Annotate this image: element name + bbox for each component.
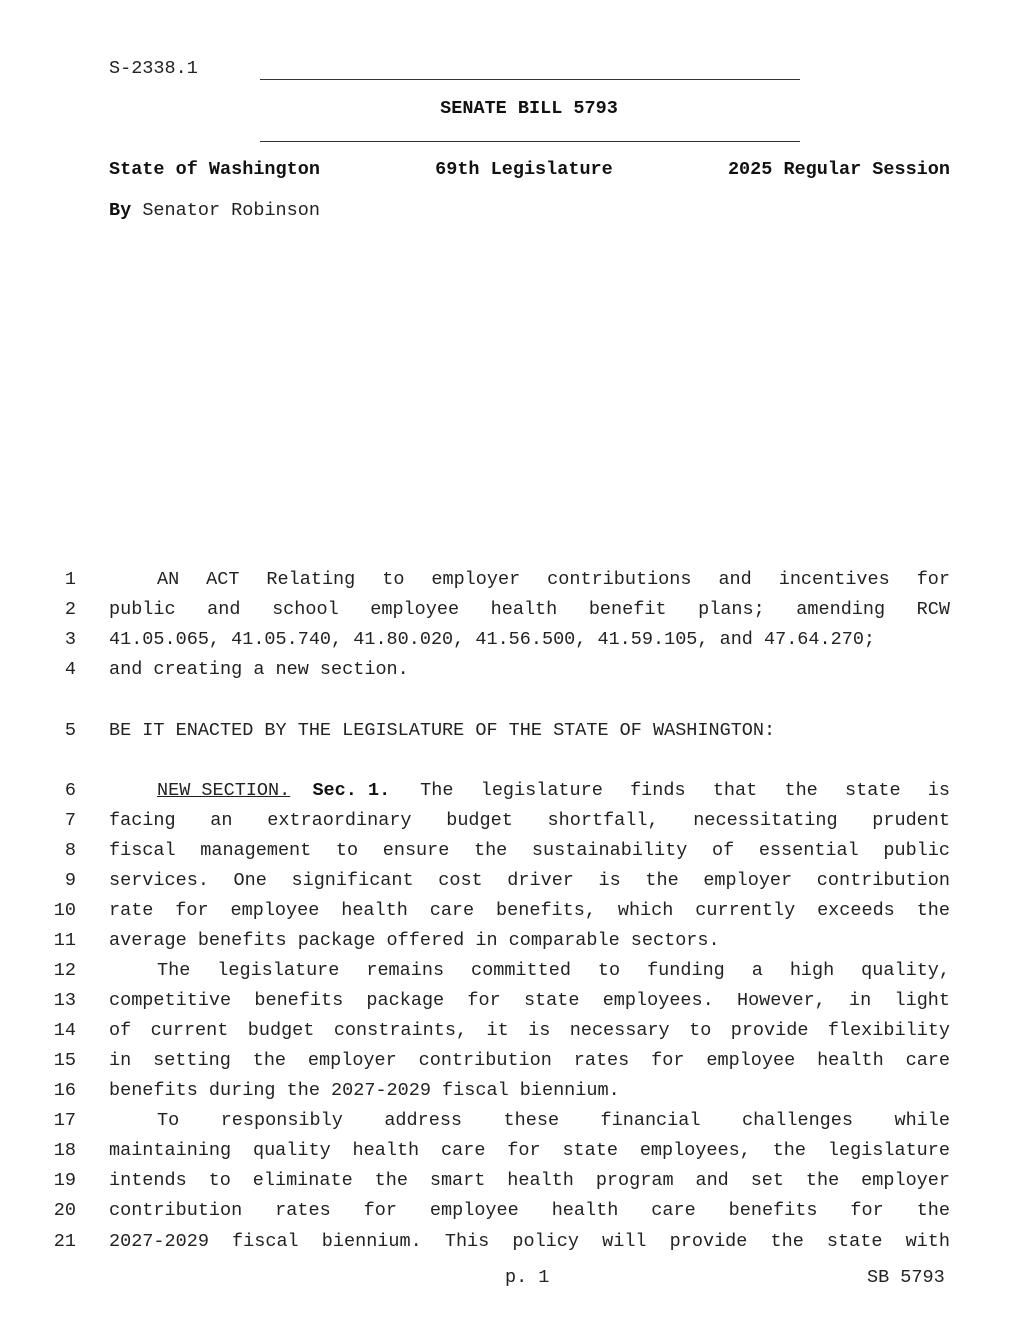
bill-line (0, 1231, 1024, 1261)
bill-line (0, 810, 1024, 840)
line-number: 6 (64, 780, 76, 801)
page-number: p. 1 (505, 1267, 550, 1288)
line-number: 3 (64, 629, 76, 650)
line-text: rate for employee health care benefits, which currently exceeds the (109, 900, 950, 921)
bill-line (0, 1140, 1024, 1170)
bill-line (0, 629, 1024, 659)
line-number: 20 (53, 1200, 76, 1221)
line-text: benefits during the 2027-2029 fiscal biennium. (109, 1080, 620, 1101)
line-text: To responsibly address these financial challenges while (157, 1110, 950, 1131)
line-number: 10 (53, 900, 76, 921)
bill-title: SENATE BILL 5793 (440, 98, 618, 119)
bill-line (0, 569, 1024, 599)
line-text: and creating a new section. (109, 659, 409, 680)
line-number: 21 (53, 1231, 76, 1252)
bill-line (0, 930, 1024, 960)
bill-line (0, 900, 1024, 930)
line-text: 41.05.065, 41.05.740, 41.80.020, 41.56.500, 41.59.105, and 47.64.270; (109, 629, 876, 650)
bill-line (0, 1110, 1024, 1140)
line-text: The legislature finds that the state is (420, 780, 950, 801)
bill-line (0, 960, 1024, 990)
line-text: The legislature remains committed to funding a high quality, (157, 960, 950, 981)
line-number: 17 (53, 1110, 76, 1131)
line-text: in setting the employer contribution rates for employee health care (109, 1050, 950, 1071)
line-number: 16 (53, 1080, 76, 1101)
line-text: of current budget constraints, it is necessary to provide flexibility (109, 1020, 950, 1041)
line-text: competitive benefits package for state employees. However, in light (109, 990, 950, 1011)
line-text: public and school employee health benefit plans; amending RCW (109, 599, 950, 620)
sponsor-line (109, 200, 320, 221)
bill-line (0, 840, 1024, 870)
enacting-clause: BE IT ENACTED BY THE LEGISLATURE OF THE STATE OF WASHINGTON: (109, 720, 776, 741)
line-number: 19 (53, 1170, 76, 1191)
title-rule-bottom (260, 141, 800, 142)
line-text: AN ACT Relating to employer contributions and incentives for (157, 569, 950, 590)
bill-line (0, 659, 1024, 689)
footer-bill-reference: SB 5793 (867, 1267, 945, 1288)
line-text: intends to eliminate the smart health program and set the employer (109, 1170, 950, 1191)
bill-line (0, 1050, 1024, 1080)
line-text: fiscal management to ensure the sustainability of essential public (109, 840, 950, 861)
bill-line (0, 870, 1024, 900)
bill-line (0, 990, 1024, 1020)
sponsor-by-label: By (109, 200, 132, 221)
line-text: maintaining quality health care for state employees, the legislature (109, 1140, 950, 1161)
line-number: 12 (53, 960, 76, 981)
line-number: 1 (64, 569, 76, 590)
section-number: Sec. 1. (312, 780, 391, 801)
line-number: 4 (64, 659, 76, 680)
bill-line (0, 1080, 1024, 1110)
line-number: 11 (53, 930, 76, 951)
line-number: 7 (64, 810, 76, 831)
line-number: 18 (53, 1140, 76, 1161)
bill-line (0, 1020, 1024, 1050)
line-number: 8 (64, 840, 76, 861)
line-number: 14 (53, 1020, 76, 1041)
bill-line (0, 1200, 1024, 1230)
line-text: services. One significant cost driver is the employer contribution (109, 870, 950, 891)
section-heading-line (109, 780, 950, 804)
line-text: 2027-2029 fiscal biennium. This policy will provide the state with (109, 1231, 950, 1252)
line-number: 15 (53, 1050, 76, 1071)
line-text: facing an extraordinary budget shortfall, necessitating prudent (109, 810, 950, 831)
line-number: 5 (64, 720, 76, 741)
line-number: 13 (53, 990, 76, 1011)
sponsor-name: Senator Robinson (142, 200, 320, 221)
line-text: average benefits package offered in comparable sectors. (109, 930, 720, 951)
bill-line (0, 780, 1024, 810)
line-text: contribution rates for employee health care benefits for the (109, 1200, 950, 1221)
bill-line (0, 1170, 1024, 1200)
state-name: State of Washington (109, 159, 320, 180)
document-code: S-2338.1 (109, 58, 198, 79)
new-section-label: NEW SECTION. (157, 780, 291, 801)
session-name: 2025 Regular Session (727, 159, 950, 180)
title-rule-top (260, 79, 800, 80)
legislature-number: 69th Legislature (435, 159, 613, 180)
session-header (109, 159, 950, 180)
enacting-clause-line (0, 720, 1024, 750)
line-number: 2 (64, 599, 76, 620)
line-number: 9 (64, 870, 76, 891)
bill-line (0, 599, 1024, 629)
